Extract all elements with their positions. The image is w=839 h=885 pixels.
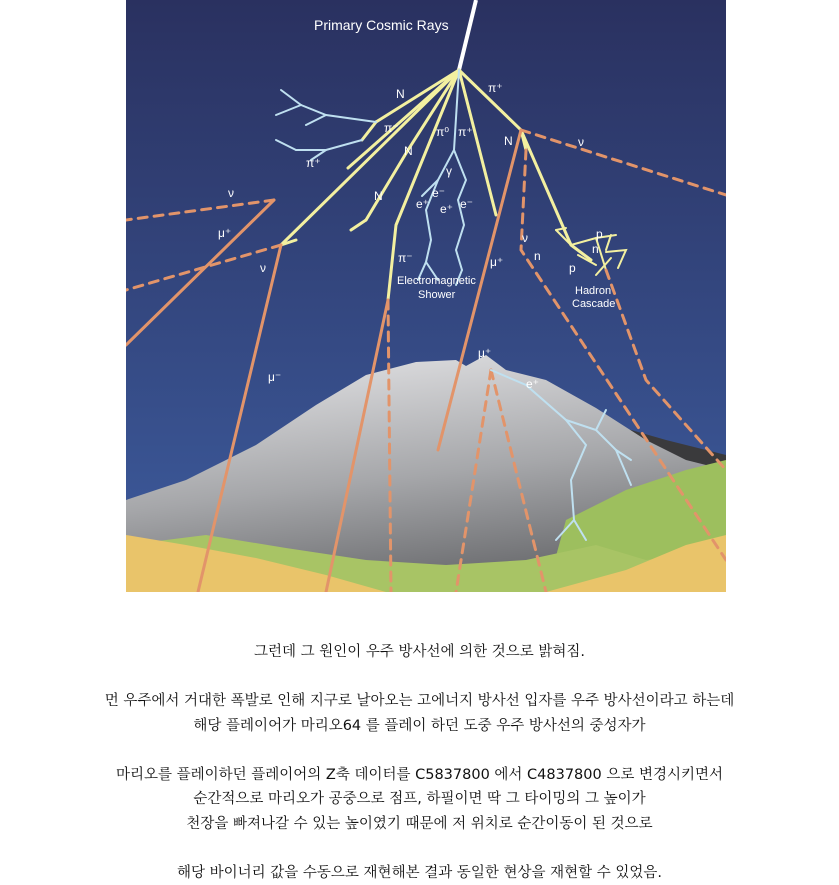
label-n1: N: [396, 87, 405, 101]
label-pi0: π⁰: [436, 125, 449, 139]
label-mu-plus-left: μ⁺: [218, 226, 231, 240]
label-pi-minus-2: π⁻: [398, 251, 413, 265]
label-piplus-top: π⁺: [488, 81, 503, 95]
label-p1: p: [596, 227, 603, 241]
label-mu-minus: μ⁻: [268, 370, 281, 384]
paragraph-cause: 그런데 그 원인이 우주 방사선에 의한 것으로 밝혀짐.: [0, 640, 839, 665]
diagram-title: Primary Cosmic Rays: [314, 17, 449, 33]
em-shower-caption-line2: Shower: [418, 289, 456, 301]
label-mu-plus-mid: μ⁺: [490, 255, 503, 269]
label-gamma: γ: [446, 164, 452, 178]
label-nu-left2: ν: [260, 261, 266, 275]
paragraph-z-axis-line1: 마리오를 플레이하던 플레이어의 Z축 데이터를 C5837800 에서 C4837800 으로 변경시키면서: [0, 763, 839, 788]
paragraph-cosmic-ray-line2: 해당 플레이어가 마리오64 를 플레이 하던 도중 우주 방사선의 중성자가: [0, 714, 839, 739]
label-nu-right: ν: [578, 135, 584, 149]
paragraph-z-axis-line2: 순간적으로 마리오가 공중으로 점프, 하필이면 딱 그 타이밍의 그 높이가: [0, 787, 839, 812]
paragraph-z-axis-line3: 천장을 빠져나갈 수 있는 높이였기 때문에 저 위치로 순간이동이 된 것으로: [0, 812, 839, 837]
label-e-minus-2: e⁻: [460, 197, 473, 211]
cosmic-ray-shower-diagram: [126, 0, 726, 592]
label-piplus-mid: π⁺: [458, 125, 473, 139]
label-nu-mid: ν: [522, 231, 528, 245]
label-p2: p: [569, 261, 576, 275]
paragraph-cosmic-ray-line1: 먼 우주에서 거대한 폭발로 인해 지구로 날아오는 고에너지 방사선 입자를 우주 방사선이라고 하는데: [0, 689, 839, 714]
paragraph-reproduction: 해당 바이너리 값을 수동으로 재현해본 결과 동일한 현상을 재현할 수 있었음.: [0, 861, 839, 885]
em-shower-caption-line1: Electromagnetic: [397, 275, 476, 287]
hadron-caption-line1: Hadron: [575, 285, 611, 297]
article-body: [0, 640, 839, 885]
label-n3: N: [404, 144, 413, 158]
label-n2: N: [504, 134, 513, 148]
hadron-caption-line2: Cascade: [572, 298, 615, 310]
label-mu-plus-low: μ⁺: [478, 346, 491, 360]
label-n5: n: [592, 242, 599, 256]
label-e-plus-1: e⁺: [416, 197, 429, 211]
label-n6: n: [534, 249, 541, 263]
label-piplus-left: π⁺: [306, 156, 321, 170]
label-n4: N: [374, 189, 383, 203]
label-e-minus-1: e⁻: [432, 186, 445, 200]
label-piminus-left: π⁻: [384, 121, 399, 135]
label-nu-left: ν: [228, 186, 234, 200]
label-e-plus-2: e⁺: [440, 202, 453, 216]
label-e-plus-low: e⁺: [526, 377, 539, 391]
